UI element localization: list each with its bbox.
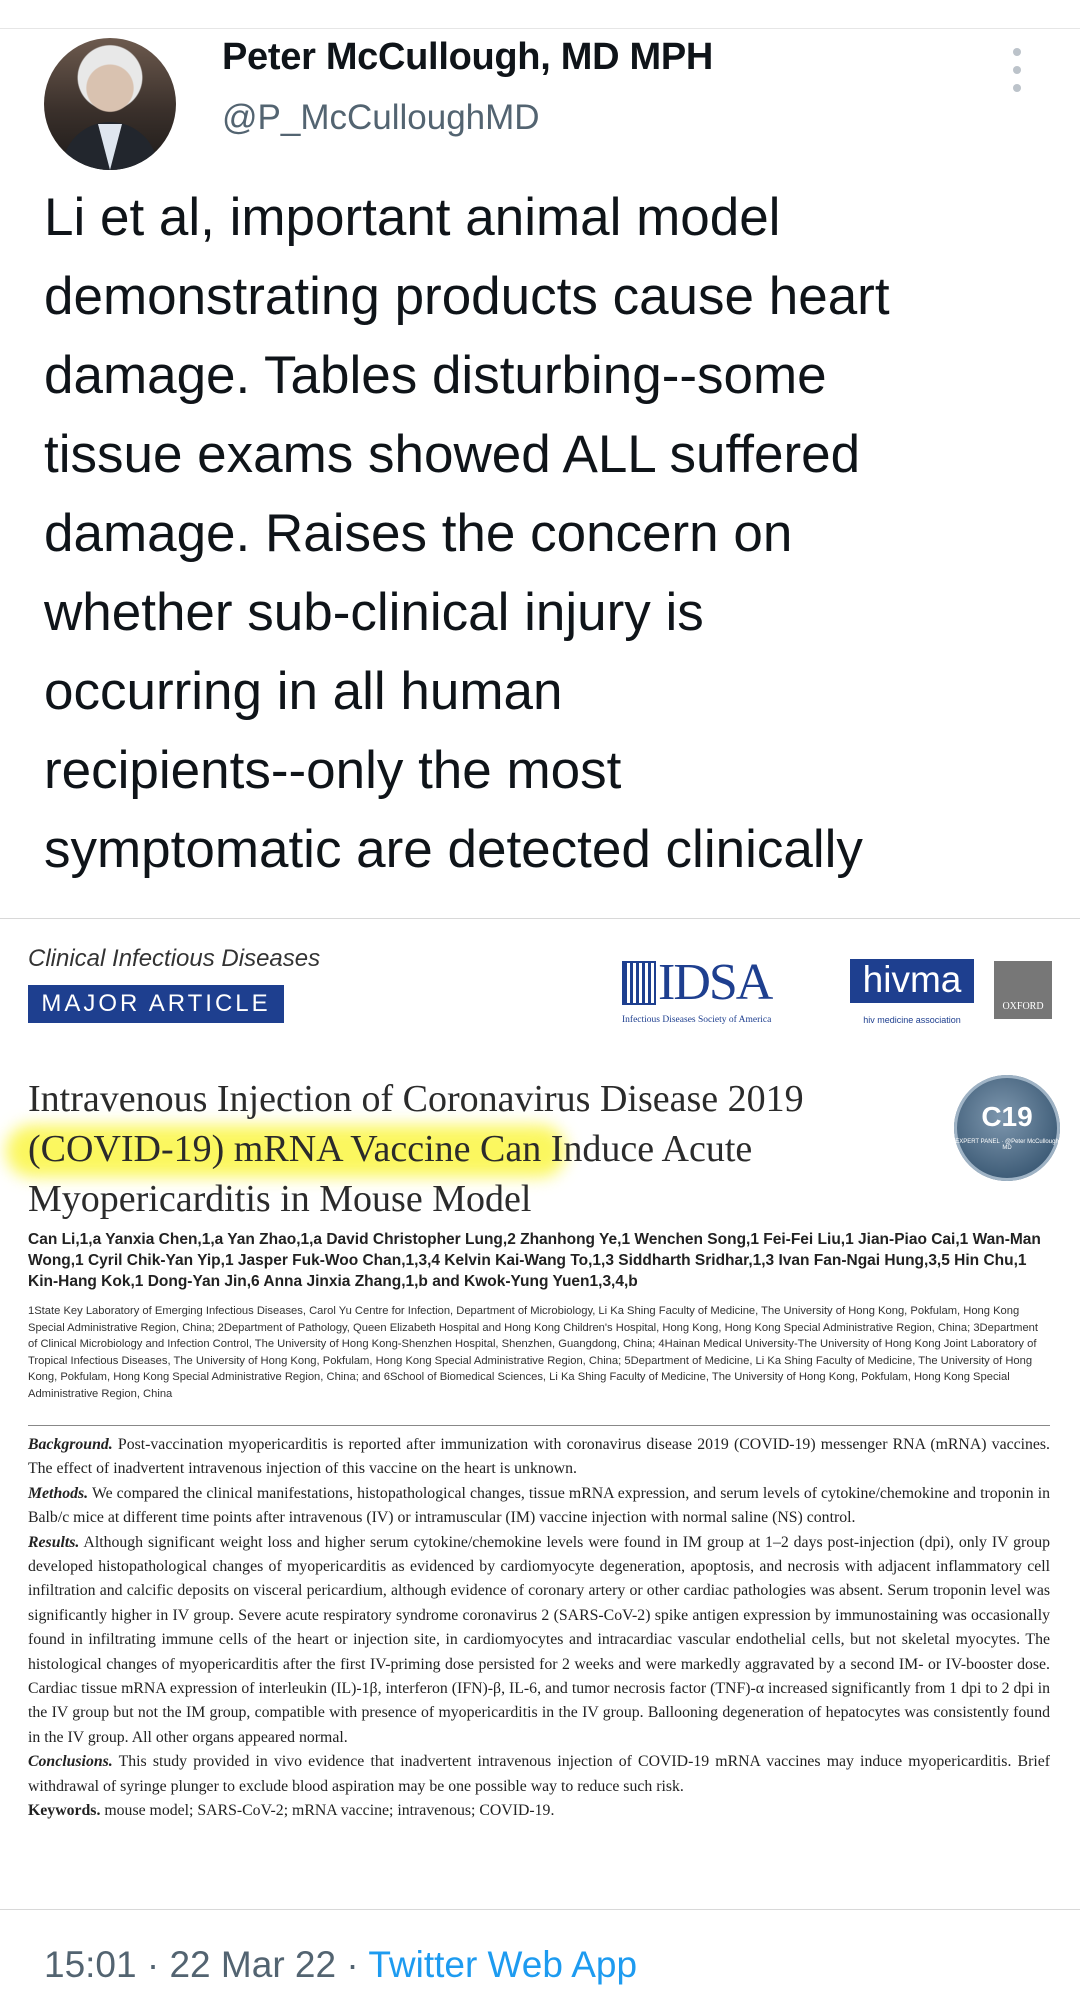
tweet-time[interactable]: 15:01 [44,1944,137,1985]
abstract-results-label: Results. [28,1533,80,1551]
more-vertical-icon[interactable] [1010,48,1024,92]
tweet-date[interactable]: 22 Mar 22 [169,1944,337,1985]
more-dot [1013,84,1021,92]
hivma-logo [850,959,974,1029]
abstract-conclusions-label: Conclusions. [28,1753,113,1771]
abstract-conclusions: This study provided in vivo evidence that inadvertent intravenous injection of COVID-19 mRNA vaccines may induce myopericarditis. Brief withdrawal of syringe plunger to exclude blood aspiration may be one possible way to reduce such risk. [28,1753,1051,1795]
idsa-logo [622,954,788,1029]
tweet-text-line: damage. Tables disturbing--some [44,346,827,405]
idsa-wordmark: IDSA [658,954,772,1011]
abstract-methods-label: Methods. [28,1484,89,1502]
tweet-text-line: recipients--only the most [44,741,622,800]
abstract-background-label: Background. [28,1436,113,1453]
c19-seal [954,1075,1060,1181]
author-name[interactable]: Peter McCullough, MD MPH [222,36,714,78]
top-divider [0,28,1080,29]
tweet-text-line: Li et al, important animal model [44,188,781,247]
abstract-keywords: mouse model; SARS-CoV-2; mRNA vaccine; intravenous; COVID-19. [104,1802,555,1820]
tweet-text-line: whether sub-clinical injury is [44,583,704,642]
tweet-media-image[interactable] [0,918,1080,1910]
article-title: Intravenous Injection of Coronavirus Disease 2019 (COVID-19) mRNA Vaccine Can Induce Acute Myopericarditis in Mouse Model [28,1078,804,1220]
tweet-text [44,178,1054,889]
hivma-wordmark: hivma [850,959,974,1003]
hivma-subtitle: hiv medicine association [863,1015,961,1025]
oxford-logo: OXFORD [994,961,1052,1019]
idsa-mark-icon [622,961,656,1005]
abstract-keywords-label: Keywords. [28,1802,101,1820]
article-type-badge: MAJOR ARTICLE [28,985,284,1023]
tweet-meta [44,1944,637,1986]
abstract-results: Although significant weight loss and higher serum cytokine/chemokine levels were found in IM group at 1–2 days post-injection (dpi), only IV group developed histopathological changes of myopericarditis as evidenced by cardiomyocyte degeneration, apoptosis, and necrosis with adjacent inflammatory cell infiltration and calcific deposits on visceral pericardium, although evidence of coronary artery or other cardiac pathologies was absent. Serum troponin level was significantly higher in IV group. Severe acute respiratory syndrome coronavirus 2 (SARS-CoV-2) spike antigen expression by immunostaining was occasionally found in infiltrating immune cells of the heart or injection site, in cardiomyocytes and intracardiac vascular endothelial cells, but not skeletal myocytes. The histological changes of myopericarditis after the first IV-priming dose persisted for 2 weeks and were markedly aggravated by a second IM- or IV-booster dose. Cardiac tissue mRNA expression of interleukin (IL)-1β, interferon (IFN)-β, IL-6, and tumor necrosis factor (TNF)-α increased significantly from 1 dpi to 2 dpi in the IV group but not the IM group, compatible with presence of myopericarditis in the IV group. Ballooning degeneration of hepatocytes was consistently found in the IV group. All other organs appeared normal. [28,1533,1051,1746]
tweet-text-line: demonstrating products cause heart [44,267,890,326]
meta-separator: · [346,1944,359,1985]
abstract [28,1433,1050,1824]
tweet-text-line: damage. Raises the concern on [44,504,793,563]
journal-name: Clinical Infectious Diseases [28,945,321,972]
abstract-methods: We compared the clinical manifestations, histopathological changes, tissue mRNA expression, and serum levels of cytokine/chemokine and troponin in Balb/c mice at different time points after intravenous (IV) or intramuscular (IM) vaccine injection with normal saline (NS) control. [28,1484,1050,1527]
more-dot [1013,66,1021,74]
author-handle[interactable]: @P_McCulloughMD [222,98,540,137]
tweet-text-line: symptomatic are detected clinically [44,820,863,879]
tweet-source-link[interactable]: Twitter Web App [368,1944,638,1985]
tweet-text-line: tissue exams showed ALL suffered [44,425,861,484]
abstract-divider [28,1425,1050,1426]
seal-text: C19 [981,1101,1033,1132]
tweet-text-line: occurring in all human [44,662,563,721]
avatar[interactable] [44,38,176,170]
seal-subtext: EXPERT PANEL · @Peter McCullough MD [955,1139,1059,1151]
meta-separator: · [146,1944,160,1985]
abstract-background: Post-vaccination myopericarditis is reported after immunization with coronavirus disease 2019 (COVID-19) messenger RNA (mRNA) vaccines. The effect of inadvertent intravenous injection of this vaccine on the heart is unknown. [28,1436,1051,1478]
affiliations: 1State Key Laboratory of Emerging Infectious Diseases, Carol Yu Centre for Infection, Department of Microbiology, Li Ka Shing Faculty of Medicine, The University of Hong Kong, Pokfulam, Hong Kong Special Administrative Region, China; 2Department of Pathology, Queen Elizabeth Hospital and Hong Kong Children's Hospital, Hong Kong, Hong Kong Special Administrative Region, China; 3Department of Clinical Microbiology and Infection Control, The University of Hong Kong-Shenzhen Hospital, Shenzhen, Guangdong, China; 4Hainan Medical University-The University of Hong Kong Joint Laboratory of Tropical Infectious Diseases, The University of Hong Kong, Pokfulam, Hong Kong Special Administrative Region, China; 5Department of Medicine, Li Ka Shing Faculty of Medicine, The University of Hong Kong, Pokfulam, Hong Kong Special Administrative Region, China; and 6School of Biomedical Sciences, Li Ka Shing Faculty of Medicine, The University of Hong Kong, Pokfulam, Hong Kong Special Administrative Region, China [28,1305,1039,1400]
more-dot [1013,48,1021,56]
idsa-subtitle: Infectious Diseases Society of America [622,1015,772,1025]
author-list: Can Li,1,a Yanxia Chen,1,a Yan Zhao,1,a David Christopher Lung,2 Zhanhong Ye,1 Wenchen Song,1 Fei-Fei Liu,1 Jian-Piao Cai,1 Wan-Man Wong,1 Cyril Chik-Yan Yip,1 Jasper Fuk-Woo Chan,1,3,4 Kelvin Kai-Wang To,1,3 Siddharth Sridhar,1,3 Ivan Fan-Ngai Hung,3,5 Hin Chu,1 Kin-Hang Kok,1 Dong-Yan Jin,6 Anna Jinxia Zhang,1,b and Kwok-Yung Yuen1,3,4,b [28,1231,1041,1290]
